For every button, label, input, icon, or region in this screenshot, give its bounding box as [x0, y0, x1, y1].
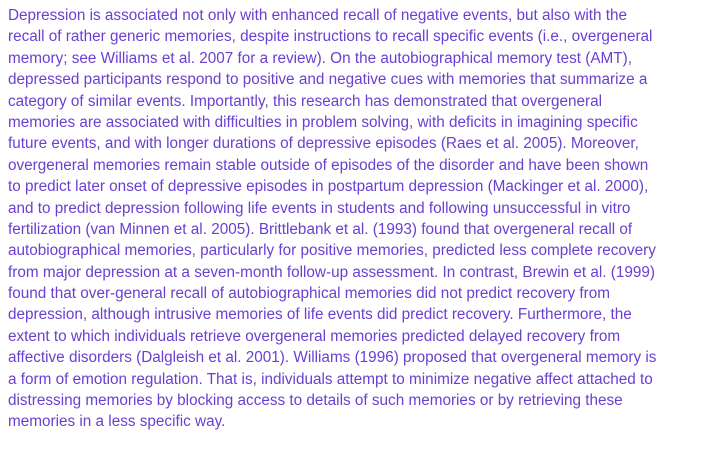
paragraph-line: a form of emotion regulation. That is, individuals attempt to minimize negative affect attached to [8, 370, 653, 388]
paragraph-line: memories in a less specific way. [8, 413, 226, 431]
paragraph-line: memory; see Williams et al. 2007 for a review). On the autobiographical memory test (AMT), [8, 49, 632, 67]
paragraph-line: from major depression at a seven-month follow-up assessment. In contrast, Brewin et al. (1999) [8, 263, 656, 281]
paragraph-line: affective disorders (Dalgleish et al. 2001). Williams (1996) proposed that overgeneral memory is [8, 349, 657, 367]
paragraph-line: recall of rather generic memories, despite instructions to recall specific events (i.e., overgeneral [8, 28, 653, 46]
paragraph-line: found that over-general recall of autobiographical memories did not predict recovery from [8, 285, 610, 303]
paragraph-line: depression, although intrusive memories of life events did predict recovery. Furthermore, the [8, 306, 632, 324]
paragraph-line: extent to which individuals retrieve overgeneral memories predicted delayed recovery from [8, 327, 621, 345]
paragraph-line: to predict later onset of depressive episodes in postpartum depression (Mackinger et al. 2000), [8, 178, 649, 196]
paragraph-line: distressing memories by blocking access to details of such memories or by retrieving these [8, 392, 623, 410]
paragraph-line: depressed participants respond to positive and negative cues with memories that summarize a [8, 71, 648, 89]
paragraph-line: fertilization (van Minnen et al. 2005). Brittlebank et al. (1993) found that overgeneral recall of [8, 220, 633, 238]
paragraph-line: overgeneral memories remain stable outside of episodes of the disorder and have been shown [8, 156, 649, 174]
paragraph-line: autobiographical memories, particularly for positive memories, predicted less complete recovery [8, 242, 656, 260]
paragraph-line: memories are associated with difficulties in problem solving, with deficits in imagining specific [8, 113, 638, 131]
paragraph-line: and to predict depression following life events in students and following unsuccessful in vitro [8, 199, 631, 217]
body-paragraph [8, 5, 720, 433]
paragraph-line: future events, and with longer durations of depressive episodes (Raes et al. 2005). Moreover, [8, 135, 639, 153]
paragraph-line: category of similar events. Importantly, this research has demonstrated that overgeneral [8, 92, 603, 110]
paragraph-line: Depression is associated not only with enhanced recall of negative events, but also with the [8, 7, 628, 24]
